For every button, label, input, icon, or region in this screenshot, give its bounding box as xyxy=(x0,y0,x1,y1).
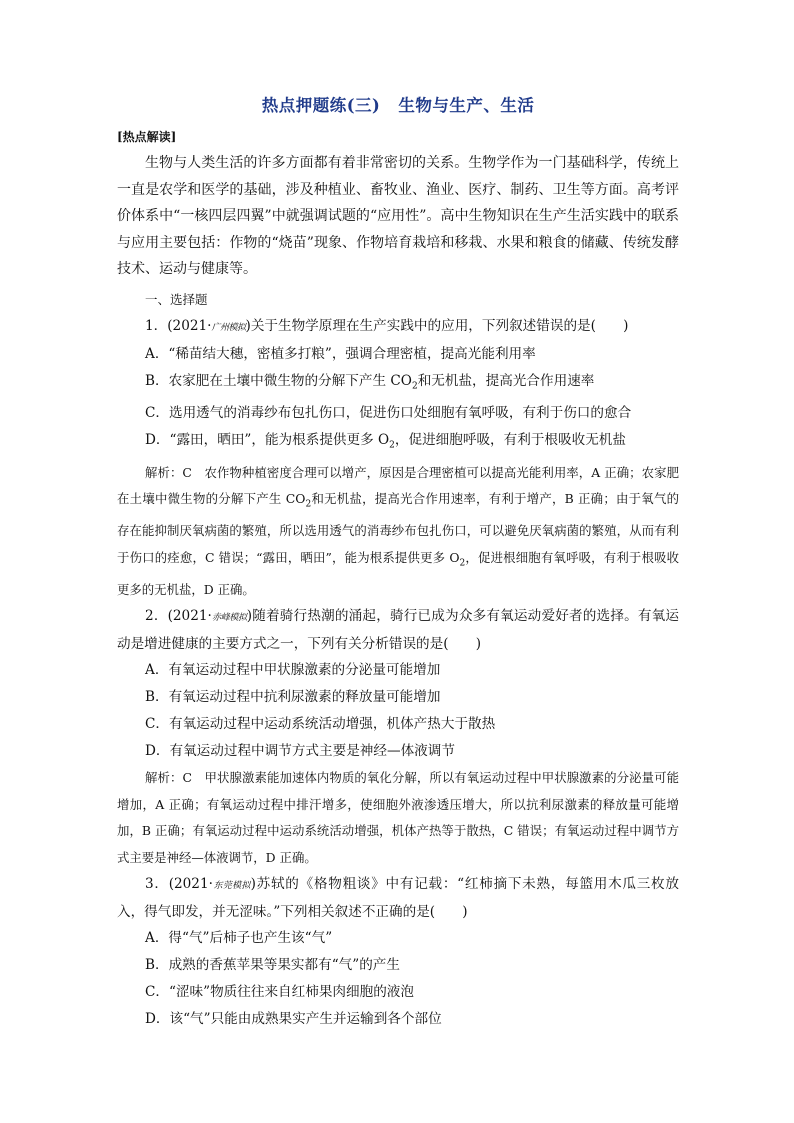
question-1-stem xyxy=(117,313,679,341)
question-2-option-b: B．有氧运动过程中抗利尿激素的释放量可能增加 xyxy=(145,689,441,706)
question-2-number: 2． xyxy=(145,608,168,625)
question-1-option-b-text: B．农家肥在土壤中微生物的分解下产生 CO xyxy=(145,372,412,389)
question-3-option-c: C．“涩味”物质往往来自红柿果肉细胞的液泡 xyxy=(145,984,414,1001)
question-3-source-note: 东莞模拟 xyxy=(212,881,251,892)
question-2-source-open: (2021· xyxy=(167,608,212,625)
question-1-option-d-text-end: ，促进细胞呼吸，有利于根吸收无机盐 xyxy=(394,432,626,449)
section-label-hot-analysis: [热点解读] xyxy=(117,130,177,144)
question-3-option-d: D．该“气”只能由成熟果实产生并运输到各个部位 xyxy=(145,1011,442,1028)
question-2-source-note: 赤峰模拟 xyxy=(211,613,247,624)
question-1-analysis-subscript-2: 2 xyxy=(459,558,466,569)
question-1-option-d-subscript: 2 xyxy=(389,440,395,451)
page-title xyxy=(117,92,679,116)
title-part-topic: 生物与生产、生活 xyxy=(398,96,535,115)
question-3-stem xyxy=(117,871,679,925)
question-3-source-close: ) xyxy=(250,876,256,893)
question-1-source-note: 广州模拟 xyxy=(211,322,246,333)
question-2-stem xyxy=(117,603,679,657)
question-1-analysis-part-1: 解析：C 农作物种植密度合理可以增产，原因是合理密植可以提高光能利用率，A 正确；农家肥在土壤中微生物的分解下产生 CO xyxy=(117,464,679,507)
question-1-text: 关于生物学原理在生产实践中的应用，下列叙述错误的是( ) xyxy=(250,317,629,334)
question-1-option-b-subscript: 2 xyxy=(411,381,418,392)
question-3-number: 3． xyxy=(145,876,169,893)
question-1-number: 1． xyxy=(145,317,168,334)
question-1-analysis-part-2: 和无机盐，提高光合作用速率，有利于增产，B 正确；由于氧气的存在能抑制厌氧病菌的繁殖，所以选用透气的消毒纱布包扎伤口，可以避免厌氧病菌的繁殖，从而有利于伤口的痊愈，C 错误；“露田，晒田”，能为根系提供更多 O xyxy=(117,491,680,565)
question-1-option-b xyxy=(117,368,679,401)
question-3-option-a: A．得“气”后柿子也产生该“气” xyxy=(145,930,333,947)
document-page xyxy=(117,92,679,1033)
question-3-text: 苏轼的《格物粗谈》中有记载：“红柿摘下未熟，每篮用木瓜三枚放入，得气即发，并无涩味。”下列相关叙述不正确的是( ) xyxy=(117,876,679,921)
question-1-analysis-part-3: ，促进根细胞有氧呼吸，有利于根吸收更多的无机盐，D 正确。 xyxy=(117,549,680,597)
question-2-analysis: 解析：C 甲状腺激素能加速体内物质的氧化分解，所以有氧运动过程中甲状腺激素的分泌量可能增加，A 正确；有氧运动过程中排汗增多，使细胞外液渗透压增大，所以抗利尿激素的释放量可能增加，B 正确；有氧运动过程中运动系统活动增强，机体产热等于散热，C 错误；有氧运动过程中调节方式主要是神经—体液调节，D 正确。 xyxy=(117,770,679,865)
question-1-analysis xyxy=(117,460,679,603)
question-2-text: 随着骑行热潮的涌起，骑行已成为众多有氧运动爱好者的选择。有氧运动是增进健康的主要方式之一，下列有关分析错误的是( ) xyxy=(117,608,679,653)
question-2-option-d: D．有氧运动过程中调节方式主要是神经—体液调节 xyxy=(145,743,455,760)
question-1-source-close: ) xyxy=(245,317,251,334)
title-part-exercise: 热点押题练(三) xyxy=(261,96,381,115)
question-1-source-open: (2021· xyxy=(167,317,212,334)
intro-paragraph: 生物与人类生活的许多方面都有着非常密切的关系。生物学作为一门基础科学，传统上一直是农学和医学的基础，涉及种植业、畜牧业、渔业、医疗、制药、卫生等方面。高考评价体系中“一核四层四翼”中就强调试题的“应用性”。高中生物知识在生产生活实践中的联系与应用主要包括：作物的“烧苗”现象、作物培育栽培和移栽、水果和粮食的储藏、传统发酵技术、运动与健康等。 xyxy=(117,155,679,277)
question-1-option-b-text-end: 和无机盐，提高光合作用速率 xyxy=(417,372,595,389)
question-1-option-d-text: D．“露田，晒田”，能为根系提供更多 O xyxy=(145,432,390,449)
question-2-option-c: C．有氧运动过程中运动系统活动增强，机体产热大于散热 xyxy=(145,716,496,733)
question-1-analysis-subscript-1: 2 xyxy=(305,499,312,510)
part-heading-choice: 一、选择题 xyxy=(145,291,208,307)
question-2-option-a: A．有氧运动过程中甲状腺激素的分泌量可能增加 xyxy=(145,662,441,679)
question-3-source-open: (2021· xyxy=(168,876,213,893)
question-2-source-close: ) xyxy=(246,608,253,625)
question-1-option-d xyxy=(117,427,679,460)
question-3-option-b: B．成熟的香蕉苹果等果实都有“气”的产生 xyxy=(145,957,400,974)
question-1-option-c: C．选用透气的消毒纱布包扎伤口，促进伤口处细胞有氧呼吸，有利于伤口的愈合 xyxy=(145,405,632,422)
question-1-option-a: A．“稀苗结大穗，密植多打粮”，强调合理密植，提高光能利用率 xyxy=(145,345,536,362)
